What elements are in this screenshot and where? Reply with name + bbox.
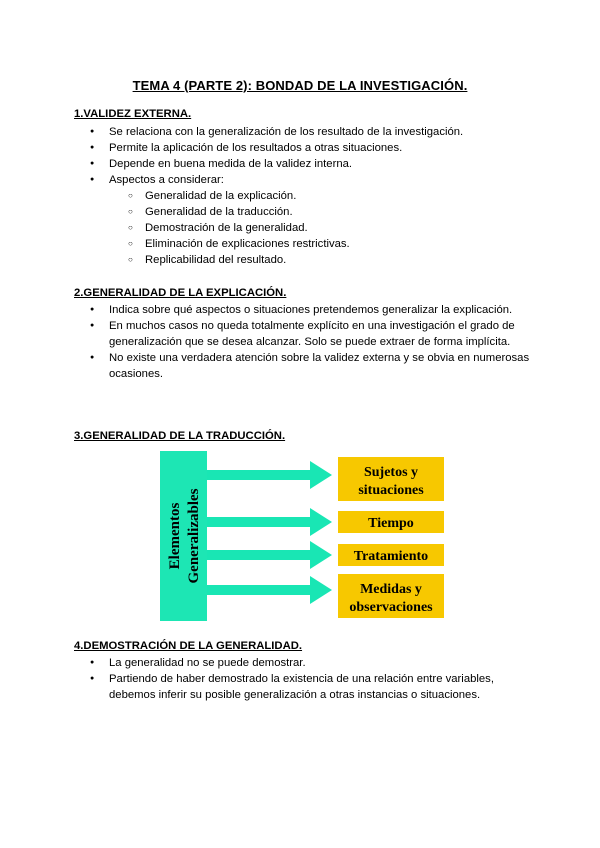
list-item: ● Depende en buena medida de la validez interna.	[74, 156, 534, 172]
list-item: ● No existe una verdadera atención sobre la validez externa y se obvia en numerosas ocasiones.	[74, 350, 534, 382]
sub-list-item: ○ Replicabilidad del resultado.	[109, 252, 534, 268]
sub-list-item: ○ Eliminación de explicaciones restrictivas.	[109, 236, 534, 252]
diagram-source-label-line2: Generalizables	[186, 488, 202, 584]
demostracion-generalidad-list	[74, 655, 534, 703]
target-label-tratamiento: Tratamiento	[353, 549, 429, 564]
aspectos-sublist	[109, 188, 534, 268]
section-heading-generalidad-explicacion: 2.GENERALIDAD DE LA EXPLICACIÓN.	[74, 287, 287, 299]
target-label-medidas-line1: Medidas y	[360, 582, 422, 597]
list-item	[74, 172, 534, 268]
sub-list-item: ○ Demostración de la generalidad.	[109, 220, 534, 236]
generalizable-elements-diagram	[160, 451, 452, 621]
target-label-tiempo: Tiempo	[368, 516, 414, 531]
list-item: ● En muchos casos no queda totalmente explícito en una investigación el grado de generalización que se desea alcanzar. Solo se puede extraer de forma implícita.	[74, 318, 534, 350]
list-item: ● Indica sobre qué aspectos o situaciones pretendemos generalizar la explicación.	[74, 302, 534, 318]
list-item: ● Partiendo de haber demostrado la existencia de una relación entre variables, debemos inferir su posible generalización a otras instancias o situaciones.	[74, 671, 534, 703]
target-label-medidas-line2: observaciones	[349, 600, 433, 615]
arrow-to-sujetos	[207, 461, 332, 489]
list-item: ● La generalidad no se puede demostrar.	[74, 655, 534, 671]
page-title: TEMA 4 (PARTE 2): BONDAD DE LA INVESTIGACIÓN.	[132, 78, 468, 93]
section-heading-validez-externa: 1.VALIDEZ EXTERNA.	[74, 108, 192, 120]
list-item: ● Se relaciona con la generalización de los resultado de la investigación.	[74, 124, 534, 140]
list-item-text: Aspectos a considerar:	[109, 174, 224, 186]
list-item: ● Permite la aplicación de los resultados a otras situaciones.	[74, 140, 534, 156]
arrow-to-tiempo	[207, 508, 332, 536]
generalidad-explicacion-list	[74, 302, 534, 382]
validez-externa-list	[74, 124, 534, 268]
diagram-source-label-line1: Elementos	[167, 502, 183, 570]
sub-list-item: ○ Generalidad de la explicación.	[109, 188, 534, 204]
target-label-sujetos-line2: situaciones	[358, 483, 424, 498]
target-label-sujetos-line1: Sujetos y	[363, 465, 419, 480]
section-heading-demostracion-generalidad: 4.DEMOSTRACIÓN DE LA GENERALIDAD.	[74, 640, 303, 652]
sub-list-item: ○ Generalidad de la traducción.	[109, 204, 534, 220]
arrow-to-tratamiento	[207, 541, 332, 569]
arrow-to-medidas	[207, 576, 332, 604]
section-heading-generalidad-traduccion: 3.GENERALIDAD DE LA TRADUCCIÓN.	[74, 430, 286, 442]
